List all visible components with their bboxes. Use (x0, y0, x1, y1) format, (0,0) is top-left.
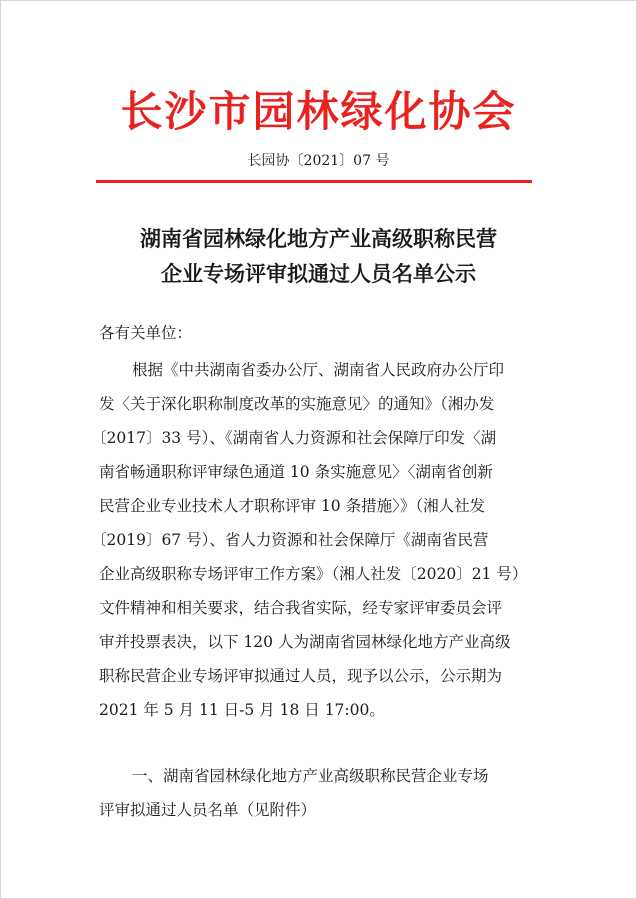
section-heading-line: 评审拟通过人员名单（见附件） (99, 801, 317, 819)
paragraph-line: 发〈关于深化职称制度改革的实施意见〉的通知》（湘办发 (99, 395, 495, 413)
organization-title: 长沙市园林绿化协会 (120, 87, 517, 136)
notice-title-line-1: 湖南省园林绿化地方产业高级职称民营 (140, 227, 497, 251)
paragraph-line: 企业高级职称专场评审工作方案》（湘人社发〔2020〕21 号） (99, 565, 528, 583)
paragraph-line: 南省畅通职称评审绿色通道 10 条实施意见〉〈湖南省创新 (99, 463, 493, 481)
section-heading-line: 一、湖南省园林绿化地方产业高级职称民营企业专场 (132, 767, 489, 785)
notice-title-line-2: 企业专场评审拟通过人员名单公示 (161, 262, 476, 286)
red-header-rule (96, 180, 532, 183)
paragraph-line: 职称民营企业专场评审拟通过人员，现予以公示，公示期为 (99, 667, 503, 685)
paragraph-line: 〔2017〕33 号）、《湖南省人力资源和社会保障厅印发〈湖 (91, 429, 497, 447)
paragraph-line: 文件精神和相关要求，结合我省实际，经专家评审委员会评 (99, 599, 503, 617)
document-number: 长园协〔2021〕07 号 (247, 153, 390, 169)
notice-title (0, 222, 637, 292)
paragraph-line: 民营企业专业技术人才职称评审 10 条措施〉》（湘人社发 (99, 497, 486, 515)
paragraph-line: 根据《中共湖南省委办公厅、湖南省人民政府办公厅印 (132, 361, 505, 379)
paragraph-line: 审并投票表决，以下 120 人为湖南省园林绿化地方产业高级 (99, 633, 511, 651)
salutation: 各有关单位： (99, 324, 193, 342)
paragraph-line: 2021 年 5 月 11 日-5 月 18 日 17:00。 (99, 701, 385, 719)
paragraph-line: 〔2019〕67 号）、省人力资源和社会保障厅《湖南省民营 (91, 531, 489, 549)
